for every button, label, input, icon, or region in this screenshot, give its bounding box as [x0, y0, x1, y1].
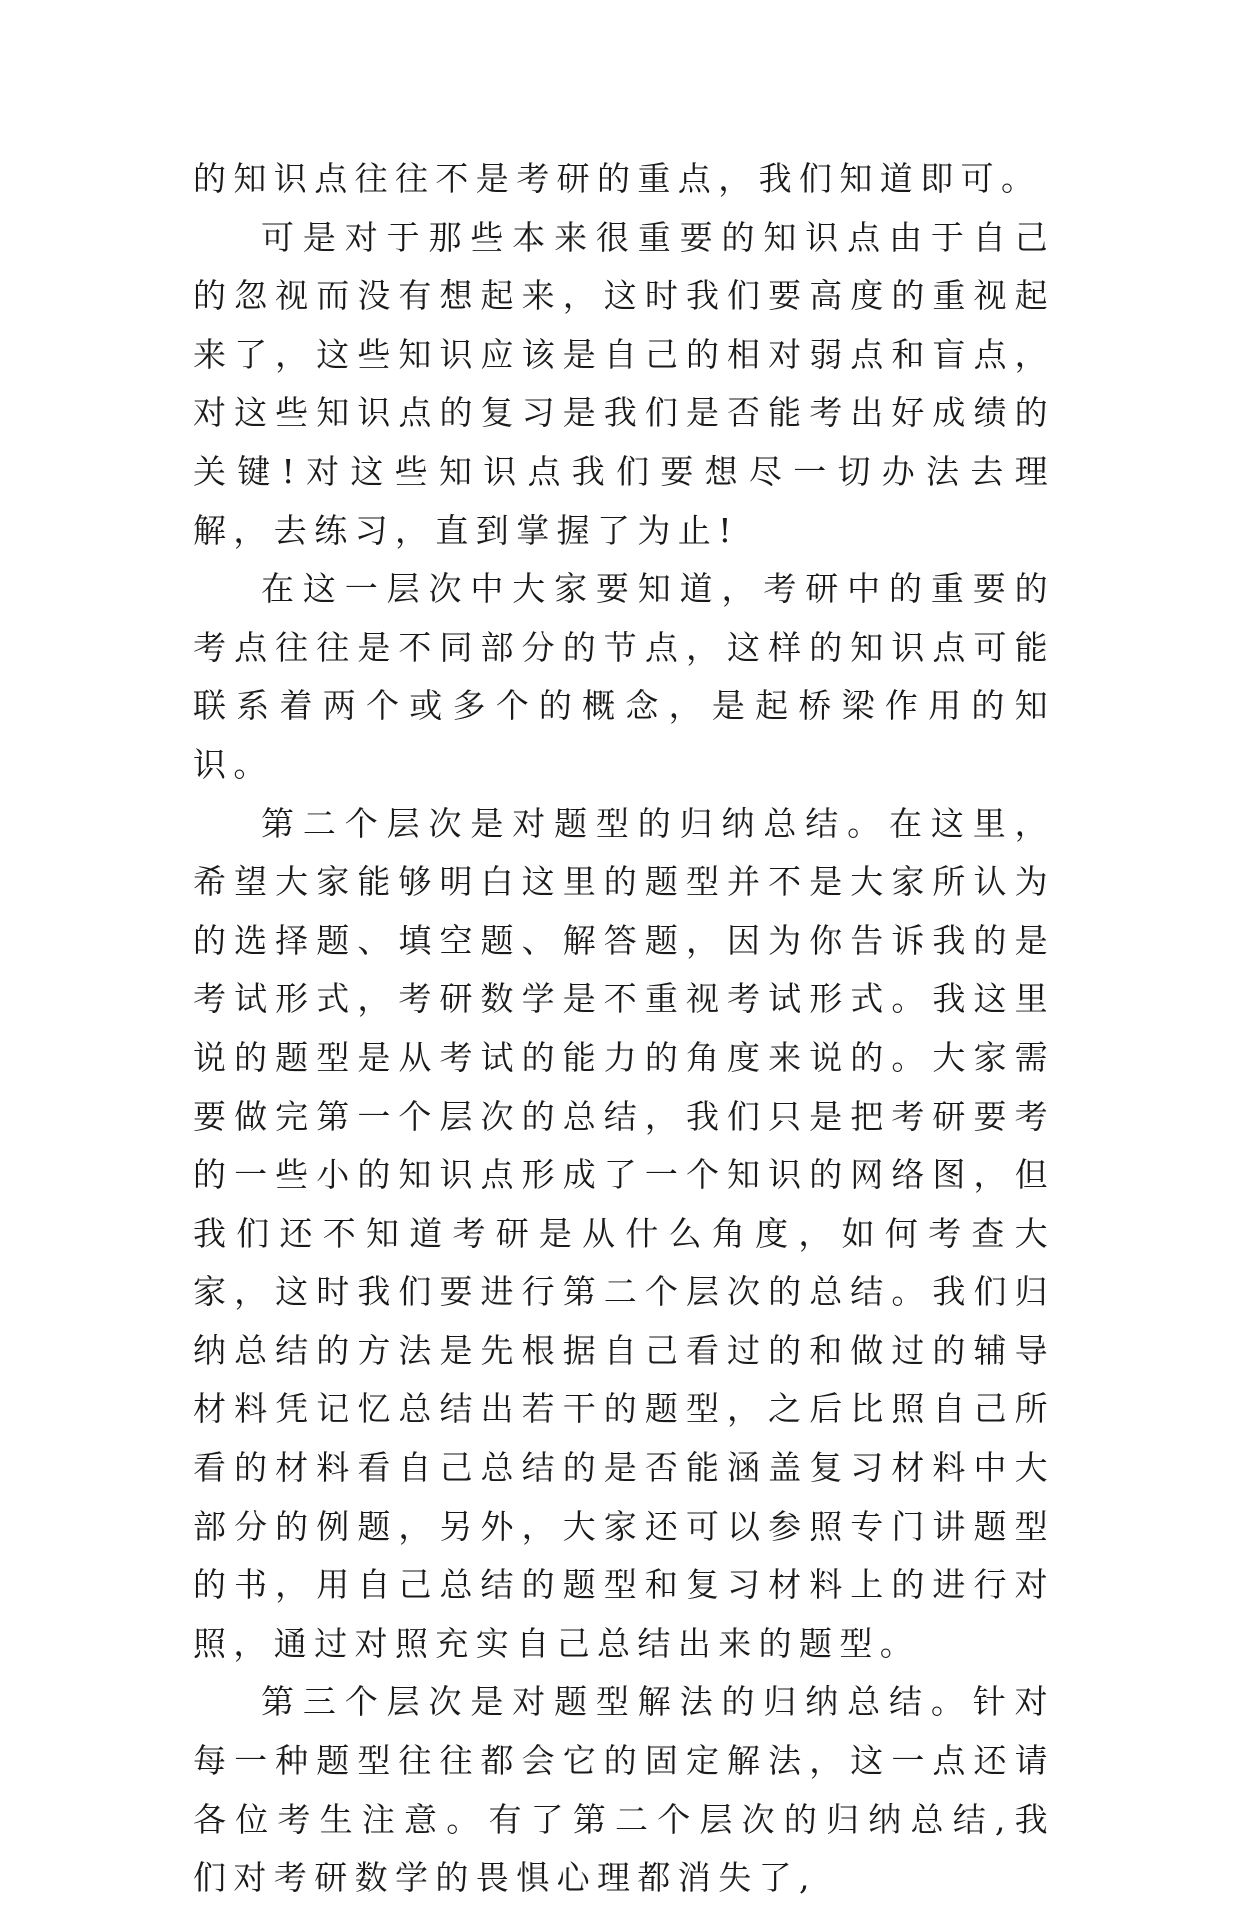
paragraph-continuation: 的知识点往往不是考研的重点，我们知道即可。	[193, 159, 1042, 198]
paragraph-level-three: 第三个层次是对题型解法的归纳总结。针对每一种题型往往都会它的固定解法，这一点还请各位考生注意。有了第二个层次的归纳总结,我们对考研数学的畏惧心理都消失了,	[193, 1682, 1055, 1898]
paragraph-level-two: 第二个层次是对题型的归纳总结。在这里，希望大家能够明白这里的题型并不是大家所认为的选择题、填空题、解答题，因为你告诉我的是考试形式，考研数学是不重视考试形式。我这里说的题型是从考试的能力的角度来说的。大家需要做完第一个层次的总结，我们只是把考研要考的一些小的知识点形成了一个知识的网络图，但我们还不知道考研是从什么角度，如何考查大家，这时我们要进行第二个层次的总结。我们归纳总结的方法是先根据自己看过的和做过的辅导材料凭记忆总结出若干的题型，之后比照自己所看的材料看自己总结的是否能涵盖复习材料中大部分的例题，另外，大家还可以参照专门讲题型的书，用自己总结的题型和复习材料上的进行对照，通过对照充实自己总结出来的题型。	[193, 803, 1055, 1663]
paragraph-weak-points: 可是对于那些本来很重要的知识点由于自己的忽视而没有想起来，这时我们要高度的重视起来了，这些知识应该是自己的相对弱点和盲点，对这些知识点的复习是我们是否能考出好成绩的关键!对这些知识点我们要想尽一切办法去理解，去练习，直到掌握了为止!	[193, 217, 1055, 550]
document-page	[193, 150, 1055, 1908]
paragraph-key-nodes: 在这一层次中大家要知道，考研中的重要的考点往往是不同部分的节点，这样的知识点可能联系着两个或多个的概念，是起桥梁作用的知识。	[193, 569, 1055, 784]
